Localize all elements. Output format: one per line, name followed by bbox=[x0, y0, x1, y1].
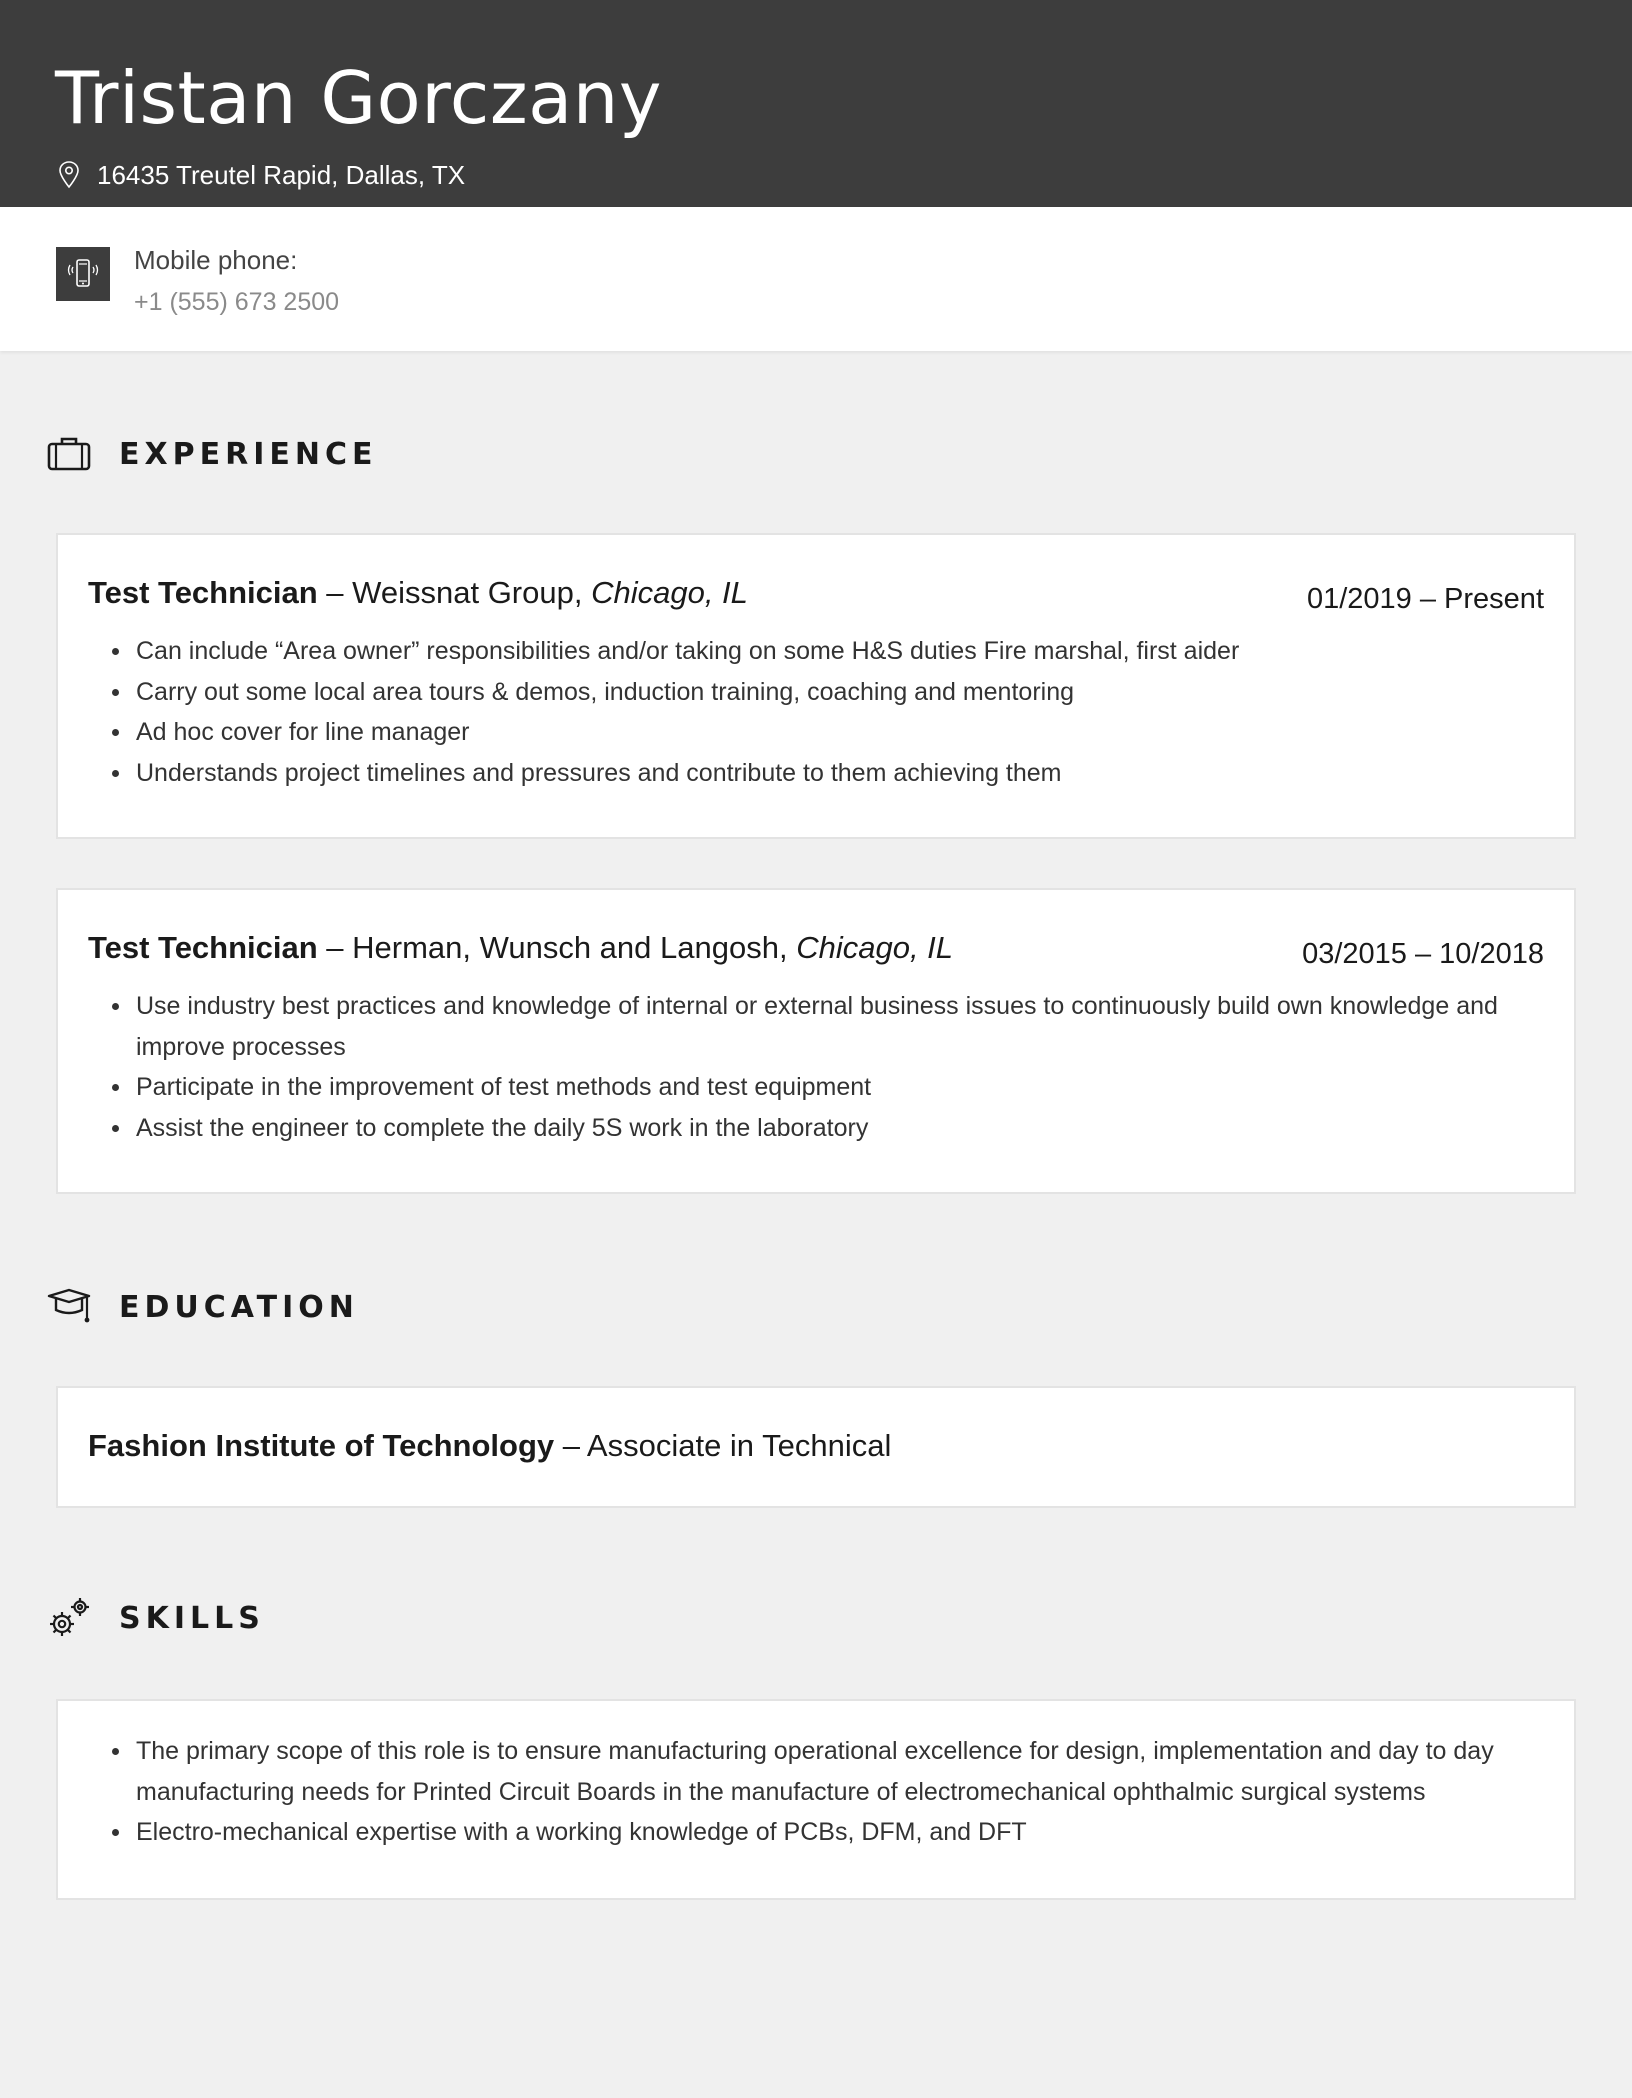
job-location: Chicago, IL bbox=[591, 575, 748, 610]
experience-title: EXPERIENCE bbox=[119, 436, 378, 472]
gears-icon bbox=[47, 1596, 91, 1640]
list-item: The primary scope of this role is to ensure manufacturing operational excellence for design, implementation and day to day manufacturing needs for Printed Circuit Boards in the manufacture of electromechanical ophthalmic surgical systems bbox=[136, 1731, 1544, 1812]
company-name: Herman, Wunsch and Langosh, bbox=[352, 930, 788, 965]
skills-heading bbox=[47, 1596, 265, 1640]
job-bullets bbox=[136, 631, 1544, 793]
location-pin-icon bbox=[57, 160, 81, 190]
job-role: Test Technician bbox=[88, 575, 318, 610]
address: 16435 Treutel Rapid, Dallas, TX bbox=[97, 160, 466, 190]
list-item: Electro-mechanical expertise with a working knowledge of PCBs, DFM, and DFT bbox=[136, 1812, 1544, 1853]
phone-number[interactable]: +1 (555) 673 2500 bbox=[134, 288, 340, 316]
job-location: Chicago, IL bbox=[796, 930, 954, 965]
resume-header bbox=[0, 0, 1632, 207]
list-item: Assist the engineer to complete the daily 5S work in the laboratory bbox=[136, 1108, 1544, 1149]
address-row bbox=[57, 158, 465, 192]
list-item: Understands project timelines and pressures and contribute to them achieving them bbox=[136, 753, 1544, 794]
graduation-cap-icon bbox=[47, 1288, 91, 1326]
company-name: Weissnat Group, bbox=[352, 575, 583, 610]
education-title: EDUCATION bbox=[119, 1289, 359, 1325]
experience-card bbox=[56, 888, 1576, 1194]
skills-bullets bbox=[136, 1731, 1544, 1853]
briefcase-icon bbox=[47, 436, 91, 472]
experience-card bbox=[56, 533, 1576, 839]
list-item: Ad hoc cover for line manager bbox=[136, 712, 1544, 753]
list-item: Carry out some local area tours & demos, induction training, coaching and mentoring bbox=[136, 672, 1544, 713]
title-separator: – bbox=[317, 930, 353, 965]
job-bullets bbox=[136, 986, 1544, 1148]
list-item: Participate in the improvement of test methods and test equipment bbox=[136, 1067, 1544, 1108]
job-dates: 01/2019 – Present bbox=[1306, 583, 1544, 615]
skills-card bbox=[56, 1699, 1576, 1900]
phone-label: Mobile phone: bbox=[134, 245, 298, 275]
title-separator: – bbox=[317, 575, 353, 610]
title-separator: – bbox=[554, 1428, 587, 1463]
degree: Associate in Technical bbox=[586, 1428, 892, 1463]
job-role: Test Technician bbox=[88, 930, 318, 965]
candidate-name: Tristan Gorczany bbox=[55, 56, 662, 140]
school-name: Fashion Institute of Technology bbox=[88, 1428, 555, 1463]
list-item: Can include “Area owner” responsibilities and/or taking on some H&S duties Fire marshal, first aider bbox=[136, 631, 1544, 672]
job-title-row bbox=[88, 928, 953, 968]
contact-band bbox=[0, 207, 1632, 351]
job-dates: 03/2015 – 10/2018 bbox=[1302, 938, 1544, 970]
education-heading bbox=[47, 1288, 359, 1326]
education-card bbox=[56, 1386, 1576, 1508]
education-row bbox=[88, 1426, 891, 1466]
experience-heading bbox=[47, 436, 377, 472]
list-item: Use industry best practices and knowledge of internal or external business issues to continuously build own knowledge and improve processes bbox=[136, 986, 1544, 1067]
skills-title: SKILLS bbox=[119, 1600, 265, 1636]
job-title-row bbox=[88, 573, 748, 613]
mobile-phone-icon bbox=[56, 247, 110, 301]
